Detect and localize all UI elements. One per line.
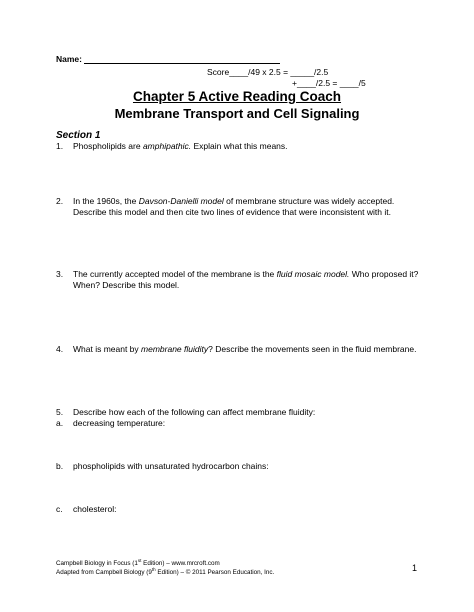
question-text: The currently accepted model of the membrane is the fluid mosaic model. Who proposed it? When? Describe this model.	[73, 269, 419, 290]
question-number: 1.	[56, 141, 64, 151]
question-text: What is meant by membrane fluidity? Describe the movements seen in the fluid membrane.	[73, 344, 417, 354]
question-text: Phospholipids are amphipathic. Explain what this means.	[73, 141, 288, 151]
score-line-1: Score____/49 x 2.5 = _____/2.5	[207, 67, 329, 77]
question-text: In the 1960s, the Davson-Danielli model of membrane structure was widely accepted. Describe this model and then cite two lines of evidence that were inconsistent with it.	[73, 196, 395, 217]
subitem-letter: b.	[56, 461, 64, 471]
page-number: 1	[412, 563, 418, 573]
subitem-text: phospholipids with unsaturated hydrocarbon chains:	[73, 461, 269, 471]
subitem-letter: c.	[56, 504, 63, 514]
question-number: 4.	[56, 344, 64, 354]
footer-line-2: Adapted from Campbell Biology (9th Edition) – © 2011 Pearson Education, Inc.	[56, 566, 275, 576]
name-blank-line[interactable]	[84, 54, 280, 64]
name-label: Name:	[56, 54, 82, 64]
question-number: 5.	[56, 407, 64, 417]
question-text: Describe how each of the following can affect membrane fluidity:	[73, 407, 316, 417]
page-title: Chapter 5 Active Reading Coach	[132, 89, 342, 104]
question-number: 3.	[56, 269, 64, 279]
subitem-letter: a.	[56, 418, 64, 428]
question-number: 2.	[56, 196, 64, 206]
footer-line-1: Campbell Biology in Focus (1st Edition) – www.mrcroft.com	[56, 557, 220, 567]
subitem-text: decreasing temperature:	[73, 418, 166, 428]
score-line-2: +____/2.5 = ____/5	[292, 78, 366, 88]
name-field-row	[56, 54, 280, 64]
section-heading: Section 1	[56, 130, 101, 141]
subitem-text: cholesterol:	[73, 504, 117, 514]
page-subtitle: Membrane Transport and Cell Signaling	[114, 106, 360, 121]
